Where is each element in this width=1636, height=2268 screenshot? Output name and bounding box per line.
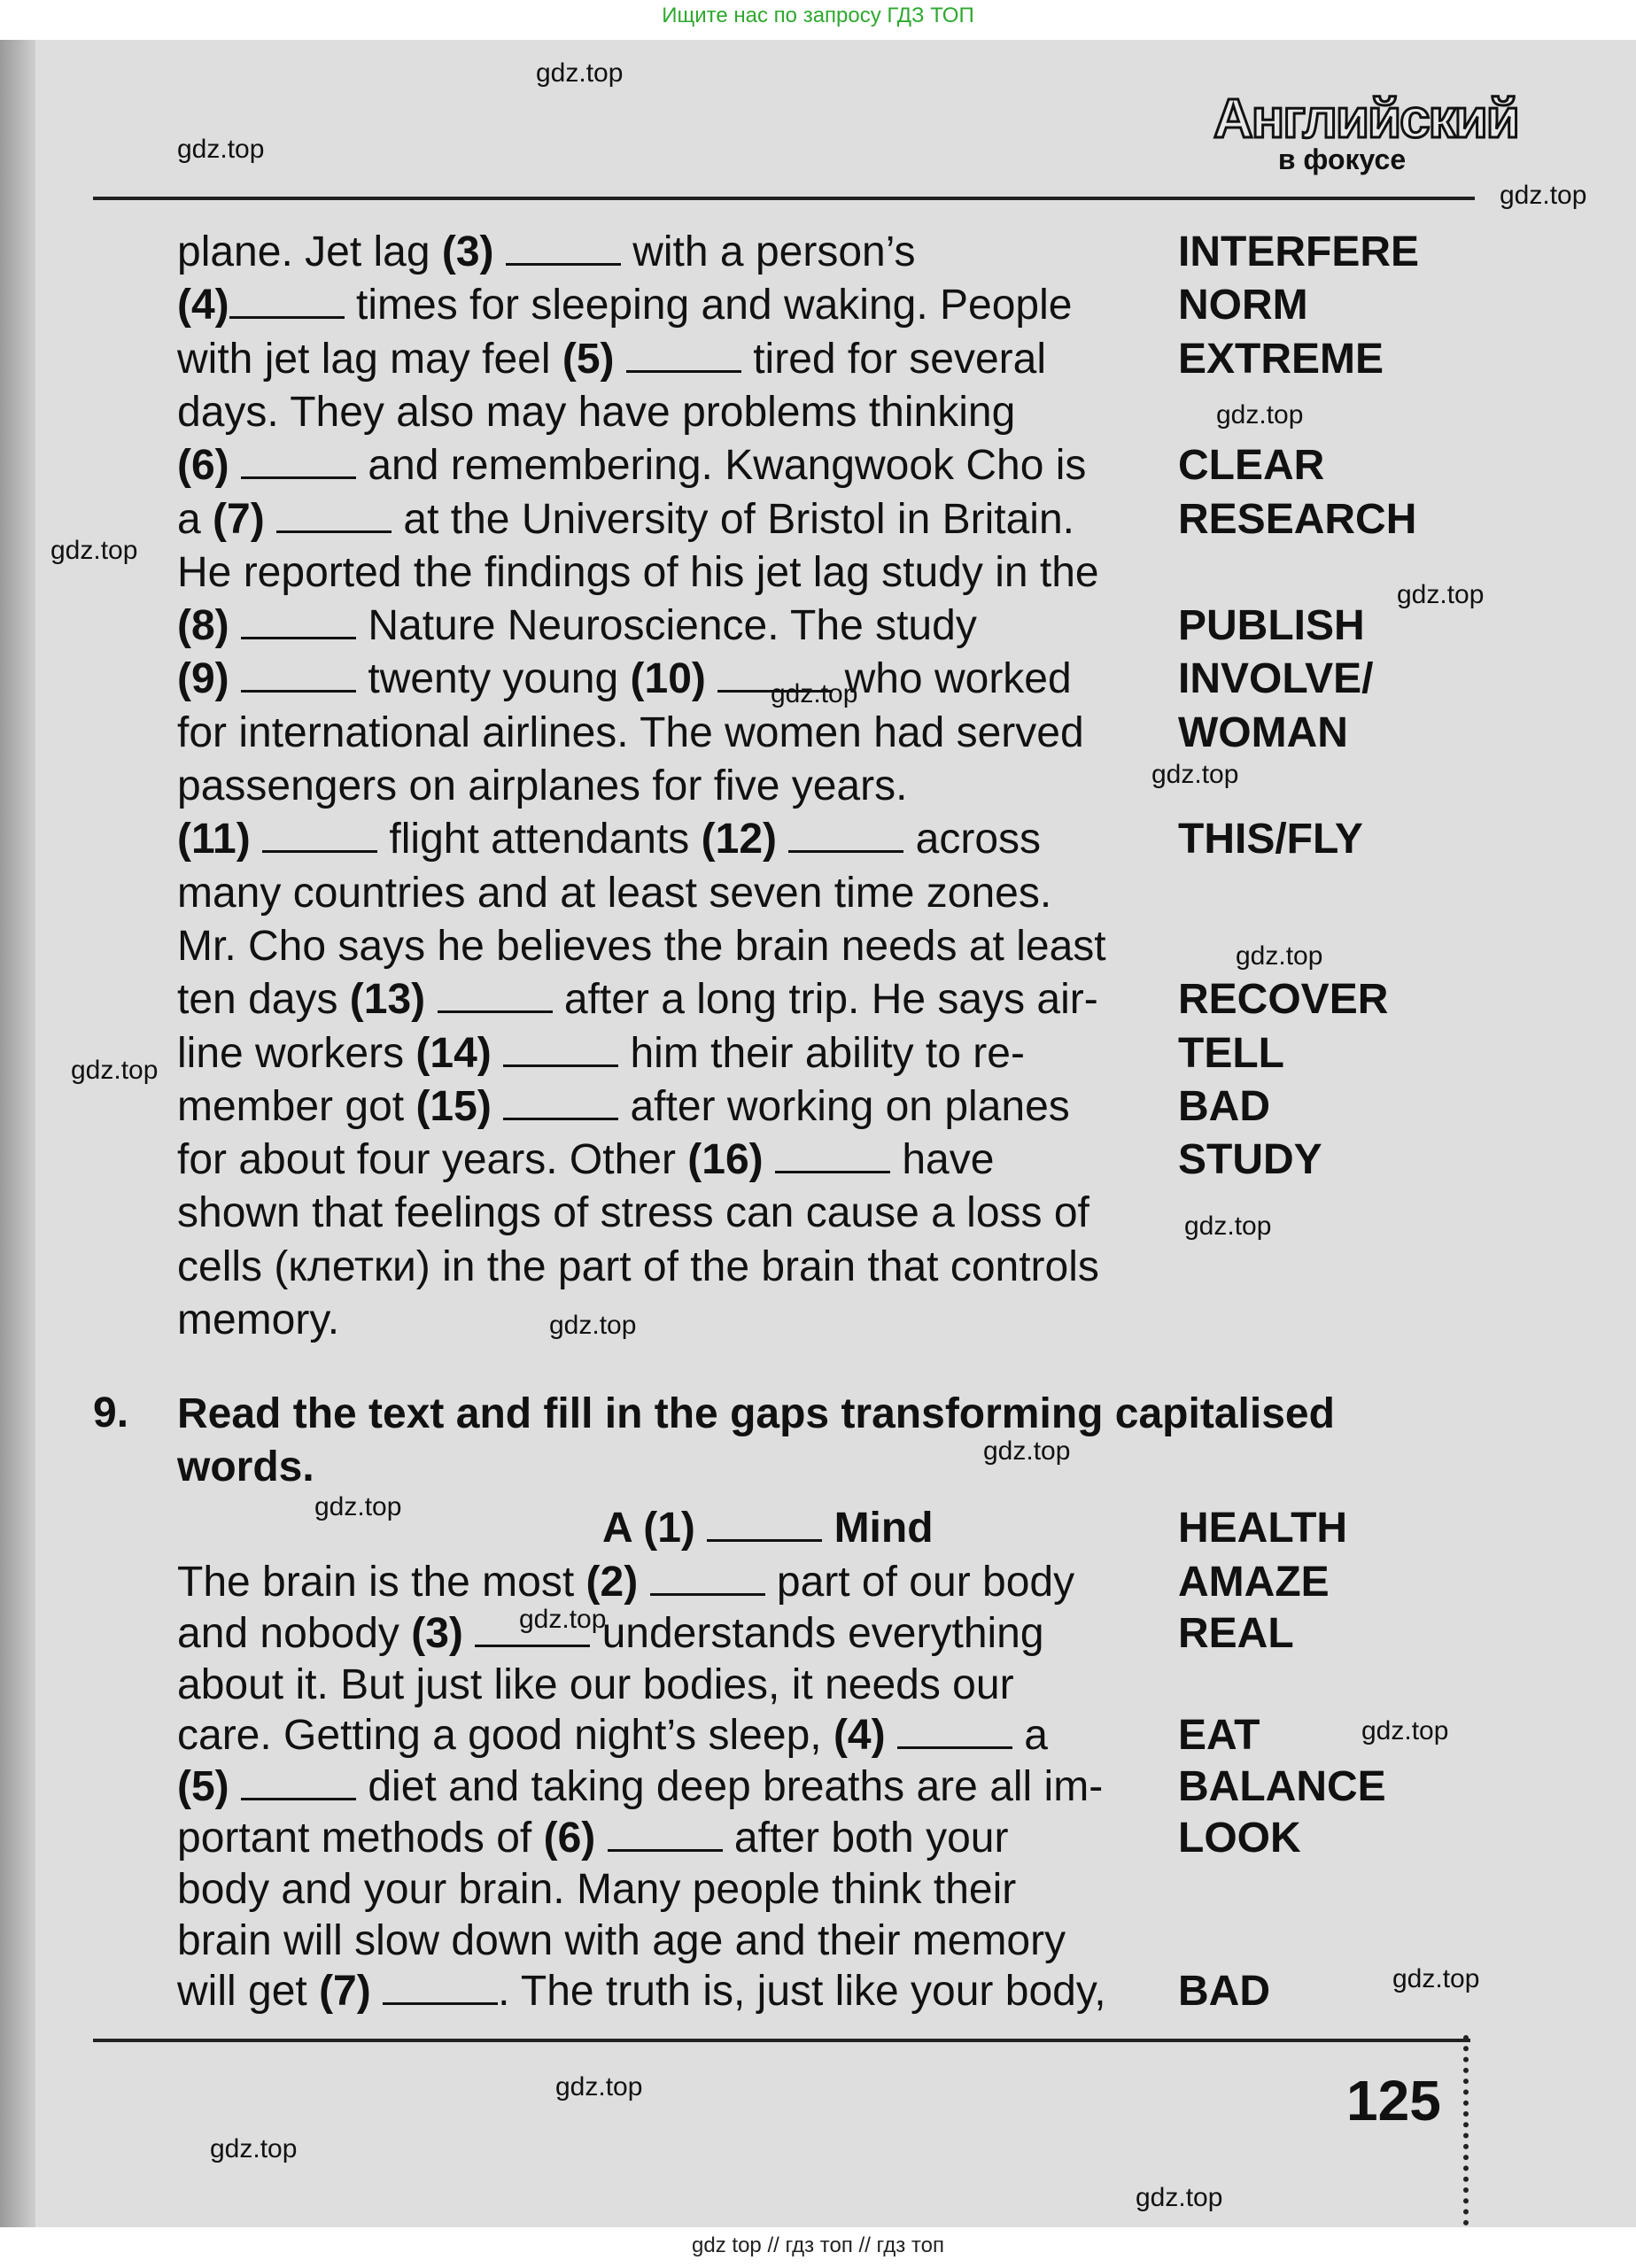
capitalised-word: BAD [1178,1082,1270,1130]
line-text: . The truth is, just like your body, [498,1968,1106,2016]
text-line [177,814,1160,865]
text-line [177,1813,1160,1864]
gap-number: (10) [630,655,706,703]
gap-blank [775,1137,890,1173]
line-text: after working on planes [618,1082,1070,1130]
gap-number: (3) [441,228,494,275]
gap-blank [241,656,356,693]
text-line [177,600,1160,652]
capitalised-word: PUBLISH [1178,602,1365,650]
capitalised-word: INTERFERE [1178,228,1420,275]
line-text [463,1610,475,1657]
line-text [492,1030,503,1077]
keyword-health: HEALTH [1178,1505,1348,1552]
line-text: have [889,1136,995,1184]
gap-blank [788,817,903,853]
capitalised-word: NORM [1178,282,1308,329]
line-text: Nature Neuroscience. The study [356,602,977,650]
gap-blank [241,603,356,639]
watermark-text: gdz.top [1151,760,1239,789]
line-text: with jet lag may feel [177,335,562,383]
line-text: after a long trip. He says air- [552,976,1098,1024]
text-line [177,1028,1160,1080]
watermark-text: gdz.top [1392,1964,1480,1993]
line-text: He reported the findings of his jet lag study in the [177,548,1099,596]
line-text: brain will slow down with age and their memory [177,1916,1066,1964]
text-line [177,1608,1160,1660]
gap-blank [503,1084,618,1120]
gap-number: (5) [177,1763,229,1811]
capitalised-word: BALANCE [1178,1763,1386,1811]
text-line [177,1966,1160,2017]
gap-blank [276,497,392,533]
capitalised-word: AMAZE [1178,1559,1330,1606]
line-text: for international airlines. The women had served [177,708,1084,756]
gap-number: (7) [213,495,265,543]
line-text [251,816,262,863]
line-text: flight attendants [377,816,702,863]
gap-number: (9) [177,655,229,703]
line-text: after both your [722,1815,1009,1862]
line-text [229,1763,241,1810]
text-line [177,1660,1160,1711]
text-line [177,387,1160,438]
title-pre: A [602,1505,644,1552]
passage-title [602,1503,1134,1554]
page-number: 125 [1346,2069,1441,2133]
text-line [177,1864,1160,1916]
text-line [177,921,1160,972]
line-text: him their ability to re- [618,1029,1025,1077]
gap-number: (16) [687,1136,764,1184]
text-line [177,1761,1160,1813]
line-text: diet and taking deep breaths are all im- [356,1763,1104,1811]
exercise-number: 9. [93,1389,129,1436]
line-text: body and your brain. Many people think their [177,1865,1017,1913]
line-text [615,336,626,383]
gap-number: (7) [319,1968,371,2016]
watermark-text: gdz.top [519,1605,607,1634]
line-text: understands everything [590,1609,1044,1657]
watermark-text: gdz.top [210,2134,298,2164]
gap-number: (13) [349,976,426,1024]
line-text: days. They also may have problems thinking [177,388,1016,436]
text-line [177,761,1160,812]
gap-number: (4) [177,282,229,329]
line-text: will get [177,1968,320,2016]
line-text [229,602,241,649]
title-post: Mind [822,1505,934,1552]
gap-blank [503,1031,618,1067]
line-text: cells (клетки) in the part of the brain that controls [177,1242,1099,1290]
text-line [177,708,1160,759]
line-text: at the University of Bristol in Britain. [392,495,1074,543]
gap-number: (15) [415,1082,492,1130]
capitalised-word: RESEARCH [1178,495,1417,543]
line-text: across [903,816,1042,863]
line-text [706,655,717,702]
text-line [177,280,1160,331]
text-line [177,440,1160,492]
gap-number: (6) [177,442,229,490]
line-text: care. Getting a good night’s sleep, [177,1712,834,1760]
gap-blank [897,1713,1012,1749]
line-text [777,816,788,863]
text-line [177,1242,1160,1293]
line-text: and remembering. Kwangwook Cho is [356,442,1087,490]
text-line [177,1916,1160,1967]
capitalised-word: RECOVER [1178,976,1389,1024]
watermark-text: gdz.top [983,1436,1071,1466]
gap-blank [262,817,377,853]
watermark-text: gdz.top [1500,181,1587,210]
line-text: plane. Jet lag [177,228,442,275]
watermark-text: gdz.top [314,1492,402,1521]
line-text: a [1012,1712,1048,1760]
watermark-text: gdz.top [771,679,858,708]
capitalised-word: EXTREME [1178,335,1384,383]
logo-sub: в фокусе [1277,143,1407,175]
line-text: who worked [833,655,1072,703]
line-text [494,228,506,275]
text-line [177,227,1160,278]
logo-main: Английский [1213,89,1518,150]
line-text [229,655,241,702]
text-line [177,1557,1160,1608]
line-text [638,1559,649,1606]
text-line [177,1134,1160,1186]
line-text: shown that feelings of stress can cause a loss of [177,1189,1089,1237]
gap-number: (8) [177,602,229,650]
line-text: a [177,495,213,543]
line-text: and nobody [177,1609,412,1657]
gap-blank [229,283,345,319]
capitalised-word: REAL [1178,1609,1294,1657]
dotted-edge [1463,2035,1469,2225]
line-text [265,496,276,543]
watermark-text: gdz.top [71,1056,159,1085]
line-text [492,1083,503,1130]
line-text: portant methods of [177,1815,544,1862]
line-text [595,1815,607,1862]
watermark-text: gdz.top [177,135,265,164]
capitalised-word: TELL [1178,1029,1284,1077]
gap-blank [626,337,741,373]
watermark-text: gdz.top [555,2072,643,2102]
line-text [425,976,437,1023]
watermark-text: gdz.top [50,536,138,565]
line-text [886,1712,897,1759]
line-text: The brain is the most [177,1559,586,1606]
gap-blank [506,229,621,266]
text-line [177,1188,1160,1239]
gap-number: (5) [562,335,615,383]
watermark-text: gdz.top [1184,1211,1272,1241]
book-spine-shadow [0,40,35,2227]
gap-number: (12) [701,816,777,863]
gap-blank [608,1815,723,1852]
text-line [177,494,1160,546]
capitalised-word: WOMAN [1178,708,1348,756]
watermark-text: gdz.top [1361,1716,1449,1746]
capitalised-word: CLEAR [1178,442,1325,490]
gap-number: (2) [585,1559,639,1606]
gap-blank [241,443,356,479]
gap-number: (6) [543,1815,596,1862]
gap-blank [707,1506,822,1542]
line-text: about it. But just like our bodies, it needs our [177,1660,1014,1708]
line-text: part of our body [764,1559,1075,1606]
watermark-text: gdz.top [536,58,624,88]
watermark-text: gdz.top [1397,580,1485,609]
capitalised-word: THIS/FLY [1178,816,1363,863]
gap-blank [383,1969,498,2005]
capitalised-word: STUDY [1178,1136,1322,1184]
line-text: tired for several [740,335,1047,383]
line-text: twenty young [356,655,631,703]
line-text: passengers on airplanes for five years. [177,762,908,809]
watermark-text: gdz.top [549,1311,637,1340]
text-line [177,654,1160,705]
top-banner[interactable]: Ищите нас по запросу ГДЗ ТОП [662,4,974,27]
line-text [229,442,241,489]
watermark-text: gdz.top [1136,2183,1223,2212]
line-text: many countries and at least seven time zones. [177,869,1052,917]
line-text: with a person’s [620,228,916,275]
capitalised-word: BAD [1178,1968,1270,2016]
line-text [764,1136,775,1183]
text-line [177,1295,1160,1346]
book-logo [1213,89,1518,186]
line-text: Mr. Cho says he believes the brain needs at least [177,922,1106,970]
line-text: memory. [177,1297,340,1343]
capitalised-word: LOOK [1178,1815,1301,1862]
bottom-banner[interactable]: gdz top // гдз топ // гдз топ [692,2233,944,2257]
gap-number: (14) [415,1029,492,1077]
line-text: times for sleeping and waking. People [344,282,1073,329]
capitalised-word: INVOLVE/ [1178,655,1374,703]
exercise-instruction: Read the text and fill in the gaps transforming capitalised words. [177,1390,1335,1490]
text-line [177,868,1160,919]
capitalised-word: EAT [1178,1712,1260,1760]
line-text [371,1968,383,2015]
watermark-text: gdz.top [1216,400,1304,430]
text-line [177,547,1160,599]
line-text: line workers [177,1029,416,1077]
footer-rule [93,2039,1470,2042]
gap-number: (3) [411,1609,463,1657]
line-text: for about four years. Other [177,1136,688,1184]
text-line [177,974,1160,1026]
line-text: ten days [177,976,350,1024]
watermark-text: gdz.top [1236,941,1323,971]
gap-blank [438,977,553,1013]
gap-blank [650,1560,765,1596]
gap-blank [241,1764,356,1800]
text-line [177,1710,1160,1761]
gap-number: (11) [177,816,251,863]
title-num: (1) [643,1505,695,1552]
text-line [177,1081,1160,1133]
text-line [177,334,1160,385]
header-rule [93,197,1475,200]
line-text: member got [177,1082,416,1130]
gap-number: (4) [833,1712,886,1760]
